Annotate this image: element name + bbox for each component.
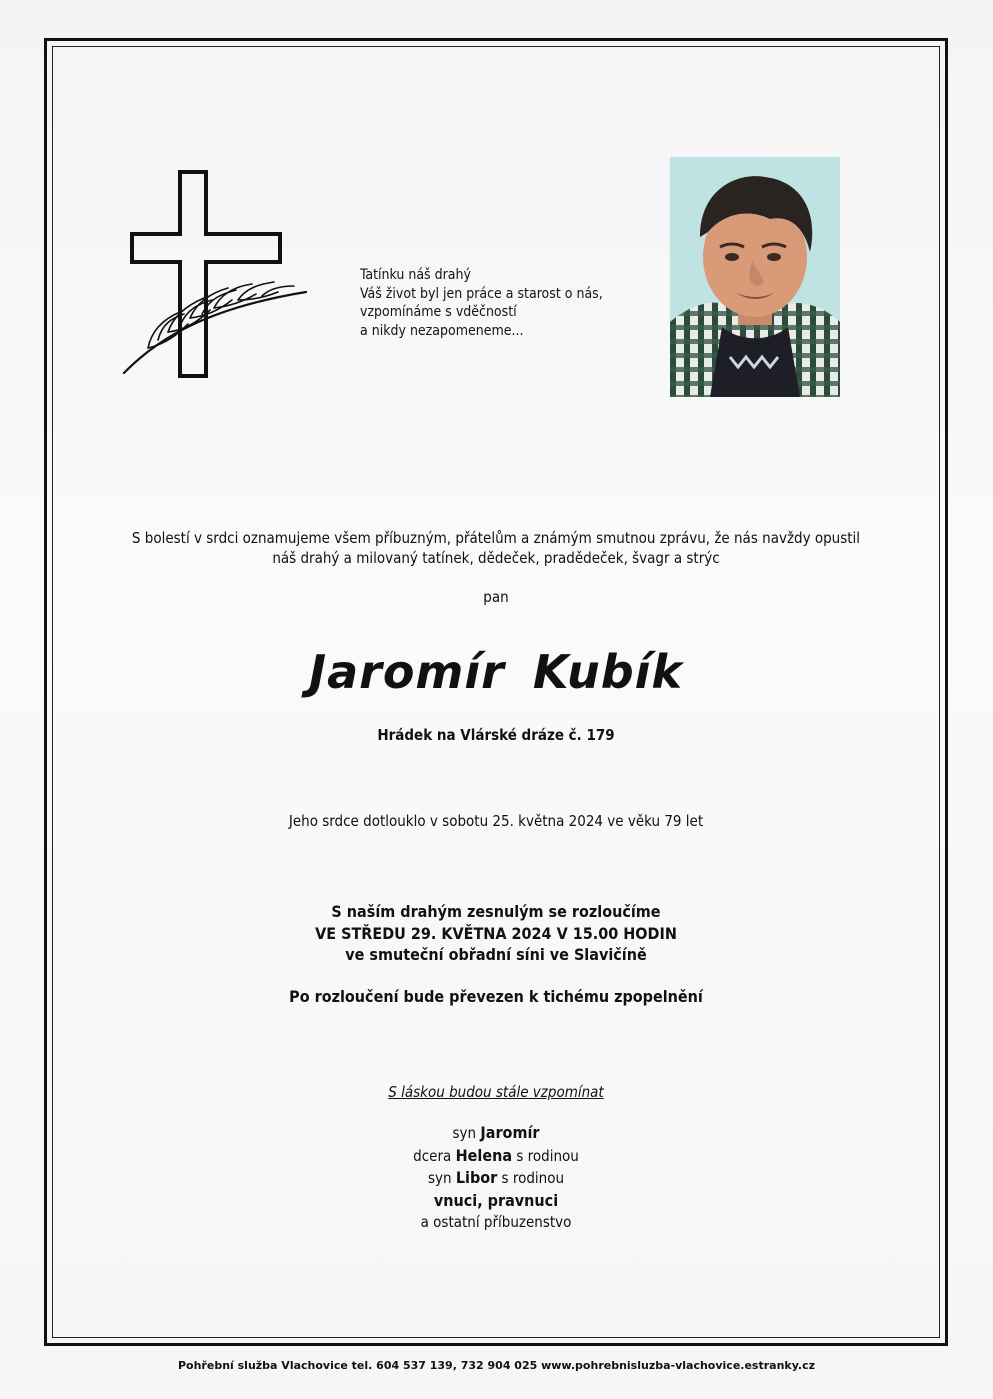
relation: syn bbox=[452, 1124, 477, 1142]
relation-suffix: s rodinou bbox=[501, 1169, 565, 1187]
member-name: Libor bbox=[455, 1168, 498, 1187]
verse-line: Tatínku náš drahý bbox=[360, 267, 471, 283]
member-name: Jaromír bbox=[480, 1123, 540, 1142]
deceased-name bbox=[52, 645, 940, 699]
family-member bbox=[52, 1145, 940, 1168]
remember-heading-text: S láskou budou stále vzpomínat bbox=[388, 1083, 604, 1101]
first-name: Jaromír bbox=[308, 645, 505, 699]
cross-icon bbox=[118, 168, 318, 383]
verse-line: vzpomínáme s vděčností bbox=[360, 304, 517, 320]
relation-suffix: s rodinou bbox=[516, 1146, 579, 1165]
remember-heading bbox=[52, 1083, 940, 1101]
announcement-line: S bolestí v srdci oznamujeme všem příbuzným, přátelům a známým smutnou zprávu, že nás navždy opustil bbox=[131, 529, 861, 547]
deceased-address: Hrádek na Vlárské dráze č. 179 bbox=[377, 726, 615, 744]
funeral-line: ve smuteční obřadní síni ve Slavičíně bbox=[345, 945, 647, 964]
family-member bbox=[52, 1167, 940, 1190]
portrait-photo bbox=[670, 157, 840, 397]
member-name: vnuci, pravnuci bbox=[433, 1190, 559, 1210]
funeral-info bbox=[52, 901, 940, 966]
family-member bbox=[52, 1190, 940, 1213]
memorial-verse bbox=[360, 266, 650, 340]
relation: a ostatní příbuzenstvo bbox=[420, 1213, 572, 1231]
member-name: Helena bbox=[455, 1145, 513, 1165]
verse-line: a nikdy nezapomeneme... bbox=[360, 322, 524, 339]
family-member bbox=[52, 1122, 940, 1145]
palm-branch-icon bbox=[124, 282, 306, 373]
family-list bbox=[52, 1122, 940, 1234]
family-member bbox=[52, 1212, 940, 1234]
funeral-line: VE STŘEDU 29. KVĚTNA 2024 V 15.00 HODIN bbox=[315, 923, 677, 943]
announcement-line: náš drahý a milovaný tatínek, dědeček, pradědeček, švagr a strýc bbox=[272, 549, 720, 567]
title-word: pan bbox=[483, 588, 509, 606]
verse-line: Váš život byl jen práce a starost o nás, bbox=[360, 285, 603, 302]
relation: dcera bbox=[413, 1146, 452, 1165]
relation: syn bbox=[427, 1169, 452, 1187]
cremation-note: Po rozloučení bude převezen k tichému zpopelnění bbox=[289, 987, 703, 1006]
announcement-text bbox=[52, 528, 940, 568]
funeral-service-footer: Pohřební služba Vlachovice tel. 604 537 139, 732 904 025 www.pohrebnisluzba-vlachovice.estranky.cz bbox=[177, 1359, 815, 1372]
last-name: Kubík bbox=[532, 645, 683, 699]
funeral-line: S naším drahým zesnulým se rozloučíme bbox=[331, 902, 661, 921]
death-notice: Jeho srdce dotlouklo v sobotu 25. května 2024 ve věku 79 let bbox=[288, 812, 704, 830]
